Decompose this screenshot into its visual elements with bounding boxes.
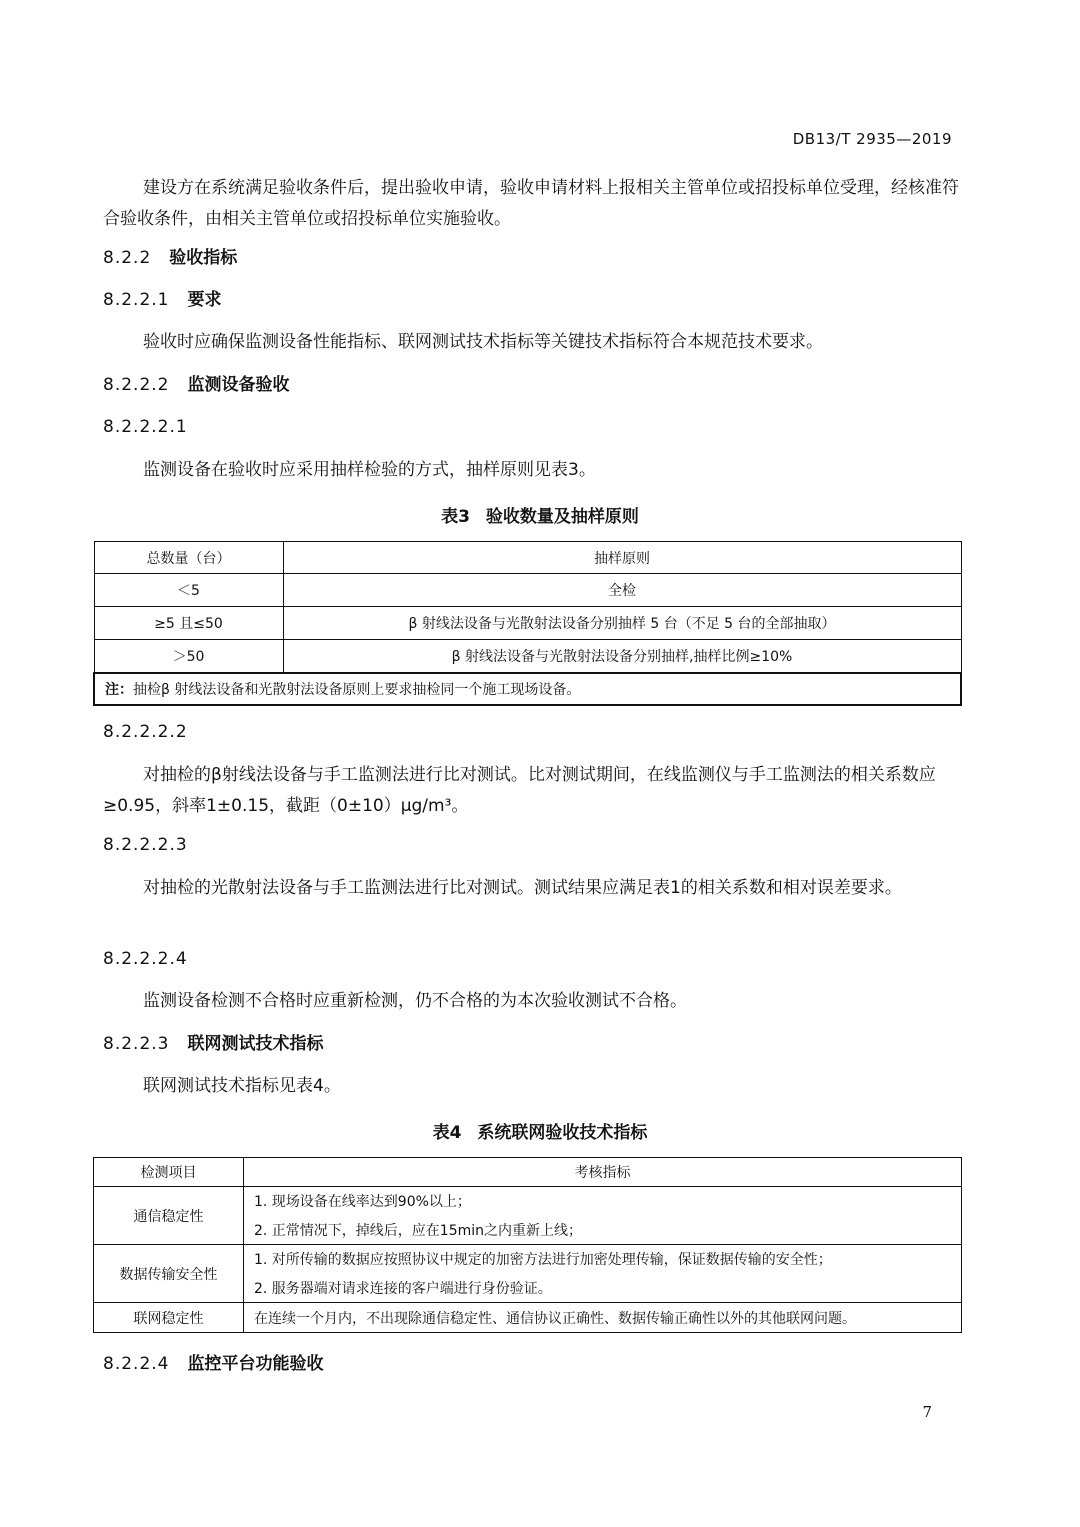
heading-8-2-2 xyxy=(103,243,237,274)
heading-number: 8.2.2.2.4 xyxy=(103,949,188,969)
table-cell: β 射线法设备与光散射法设备分别抽样,抽样比例≥10% xyxy=(283,640,961,673)
table-header-cell: 抽样原则 xyxy=(283,542,961,574)
heading-8-2-2-4 xyxy=(103,1349,323,1380)
table-cell: 通信稳定性 xyxy=(94,1187,244,1245)
paragraph-network-test: 联网测试技术指标见表4。 xyxy=(143,1076,341,1096)
table-header-row xyxy=(94,542,961,574)
table-cell: ＜5 xyxy=(94,574,283,607)
table-cell: 2. 服务器端对请求连接的客户端进行身份验证。 xyxy=(244,1274,962,1303)
table3-caption xyxy=(0,502,1080,527)
paragraph-retest: 监测设备检测不合格时应重新检测，仍不合格的为本次验收测试不合格。 xyxy=(143,991,687,1011)
table-cell: 数据传输安全性 xyxy=(94,1245,244,1303)
table4-caption xyxy=(0,1118,1080,1143)
table-cell: ≥5 且≤50 xyxy=(94,607,283,640)
table-row xyxy=(94,1187,962,1216)
table-note-row xyxy=(94,673,961,705)
heading-number: 8.2.2.2.2 xyxy=(103,722,188,742)
heading-8-2-2-2 xyxy=(103,370,289,401)
paragraph-requirement: 验收时应确保监测设备性能指标、联网测试技术指标等关键技术指标符合本规范技术要求。 xyxy=(143,332,823,352)
table-note xyxy=(94,673,961,705)
table-row xyxy=(94,1303,962,1333)
table-cell: 全检 xyxy=(283,574,961,607)
table-row xyxy=(94,574,961,607)
table3-caption-title: 验收数量及抽样原则 xyxy=(485,507,639,527)
table3-caption-number: 表3 xyxy=(441,507,470,527)
table-cell: 1. 现场设备在线率达到90%以上； xyxy=(244,1187,962,1216)
paragraph-sampling: 监测设备在验收时应采用抽样检验的方式，抽样原则见表3。 xyxy=(143,460,596,480)
note-text: 抽检β 射线法设备和光散射法设备原则上要求抽检同一个施工现场设备。 xyxy=(133,681,581,698)
table-header-cell: 考核指标 xyxy=(244,1158,962,1187)
heading-8-2-2-2-1 xyxy=(103,412,206,443)
table-cell: 在连续一个月内，不出现除通信稳定性、通信协议正确性、数据传输正确性以外的其他联网问题。 xyxy=(244,1303,962,1333)
heading-8-2-2-1 xyxy=(103,285,221,316)
note-label: 注： xyxy=(105,681,133,698)
table-cell: 2. 正常情况下，掉线后，应在15min之内重新上线； xyxy=(244,1216,962,1245)
heading-number: 8.2.2.3 xyxy=(103,1034,170,1054)
table-header-cell: 总数量（台） xyxy=(94,542,283,574)
table-cell: 1. 对所传输的数据应按照协议中规定的加密方法进行加密处理传输，保证数据传输的安全性； xyxy=(244,1245,962,1274)
page-number: 7 xyxy=(922,1403,932,1421)
paragraph-beta-comparison: 对抽检的β射线法设备与手工监测法进行比对测试。比对测试期间，在线监测仪与手工监测法的相关系数应≥0.95，斜率1±0.15，截距（0±10）μg/m³。 xyxy=(103,765,936,816)
heading-title: 验收指标 xyxy=(169,248,238,268)
paragraph-acceptance-application: 建设方在系统满足验收条件后，提出验收申请，验收申请材料上报相关主管单位或招投标单位受理，经核准符合验收条件，由相关主管单位或招投标单位实施验收。 xyxy=(103,178,959,229)
table4-caption-title: 系统联网验收技术指标 xyxy=(477,1123,648,1143)
document-number: DB13/T 2935—2019 xyxy=(792,130,952,148)
heading-number: 8.2.2.2.1 xyxy=(103,417,188,437)
heading-number: 8.2.2.4 xyxy=(103,1354,170,1374)
table-row xyxy=(94,607,961,640)
heading-number: 8.2.2.2.3 xyxy=(103,835,188,855)
table-header-cell: 检测项目 xyxy=(94,1158,244,1187)
heading-8-2-2-3 xyxy=(103,1029,323,1060)
table-cell: β 射线法设备与光散射法设备分别抽样 5 台（不足 5 台的全部抽取） xyxy=(283,607,961,640)
heading-8-2-2-2-2 xyxy=(103,717,206,748)
heading-title: 监控平台功能验收 xyxy=(187,1354,324,1374)
table-cell: 联网稳定性 xyxy=(94,1303,244,1333)
table-row xyxy=(94,1245,962,1274)
heading-number: 8.2.2.1 xyxy=(103,290,170,310)
table3 xyxy=(93,541,962,706)
table-cell: ＞50 xyxy=(94,640,283,673)
heading-title: 监测设备验收 xyxy=(187,375,290,395)
table4 xyxy=(93,1157,962,1333)
heading-title: 要求 xyxy=(187,290,222,310)
heading-title: 联网测试技术指标 xyxy=(187,1034,324,1054)
heading-8-2-2-2-3 xyxy=(103,830,206,861)
paragraph-light-scatter-comparison: 对抽检的光散射法设备与手工监测法进行比对测试。测试结果应满足表1的相关系数和相对误差要求。 xyxy=(143,878,902,898)
heading-8-2-2-2-4 xyxy=(103,944,206,975)
heading-number: 8.2.2.2 xyxy=(103,375,170,395)
table-row xyxy=(94,640,961,673)
table4-caption-number: 表4 xyxy=(432,1123,462,1143)
heading-number: 8.2.2 xyxy=(103,248,152,268)
table-header-row xyxy=(94,1158,962,1187)
